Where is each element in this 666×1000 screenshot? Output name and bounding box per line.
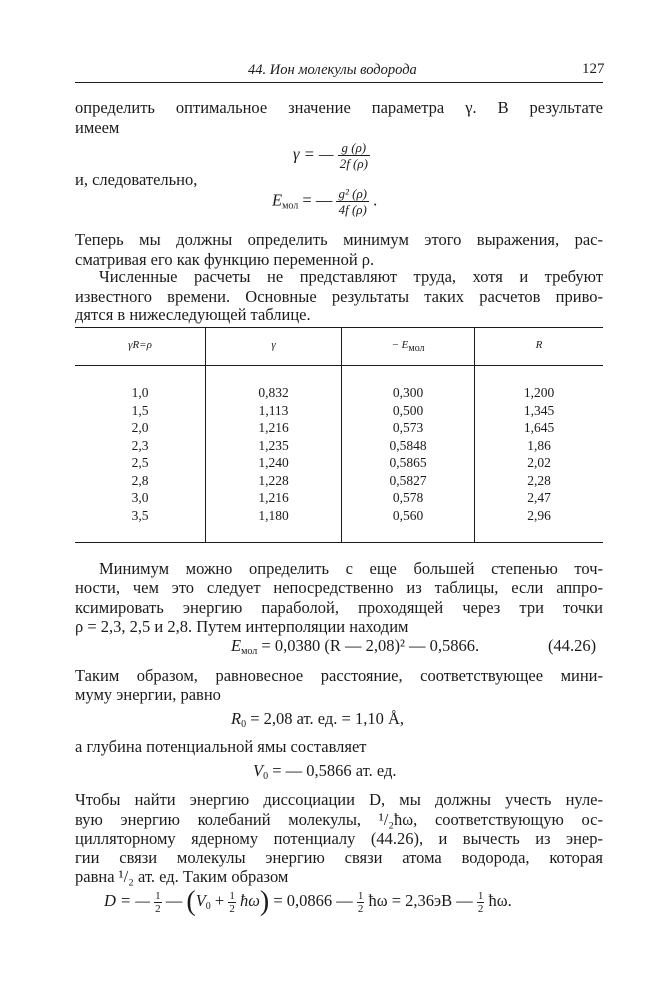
emol-numerator: g² (ρ) bbox=[338, 186, 368, 201]
table-cell: 0,500 bbox=[392, 402, 424, 418]
page-number: 127 bbox=[582, 61, 605, 77]
table-cell: 2,3 bbox=[131, 437, 149, 453]
eq4426-lhs: E bbox=[231, 636, 242, 655]
header-rule bbox=[75, 82, 603, 83]
table-col-r bbox=[475, 384, 603, 524]
gamma-numerator: g (ρ) bbox=[338, 140, 370, 156]
table-col-ratio bbox=[75, 384, 205, 524]
table-cell: 1,228 bbox=[258, 472, 289, 488]
d-lhs: D = — bbox=[104, 890, 150, 910]
table-cell: 2,0 bbox=[131, 420, 149, 435]
emol-eq: = — bbox=[302, 190, 333, 210]
table-cell: 0,5827 bbox=[389, 472, 427, 488]
d-plus: + bbox=[214, 890, 225, 910]
gamma-denominator: 2f (ρ) bbox=[339, 156, 368, 171]
table-cell: 1,216 bbox=[258, 490, 289, 505]
table-cell: 2,28 bbox=[527, 472, 551, 488]
r0-lhs: R bbox=[231, 709, 242, 728]
d-frac4 bbox=[477, 890, 485, 915]
table-cell: 1,645 bbox=[523, 420, 555, 435]
table-cell: 1,200 bbox=[523, 385, 555, 400]
para8-line1: Чтобы найти энергию диссоциации D, мы должны учесть нуле- bbox=[75, 790, 603, 809]
table-header-energy-label: − E bbox=[391, 339, 409, 351]
para8-line3: цилляторному ядерному потенциалу (44.26), и вычесть из энер- bbox=[75, 829, 603, 848]
table-cell: 1,180 bbox=[258, 507, 289, 523]
table-cell: 0,573 bbox=[392, 420, 424, 435]
r0-rhs: = 2,08 ат. ед. = 1,10 Å, bbox=[250, 709, 404, 728]
para5-line4: ρ = 2,3, 2,5 и 2,8. Путем интерполяции находим bbox=[75, 617, 409, 636]
d-value2: ħω = 2,36эВ — bbox=[368, 890, 473, 910]
v0-rhs: = — 0,5866 ат. ед. bbox=[272, 761, 397, 780]
table-col-gamma bbox=[206, 384, 341, 524]
d-hbar-omega: ħω bbox=[239, 890, 260, 910]
para8-line5: равна ¹/₂ ат. ед. Таким образом bbox=[75, 867, 289, 886]
d-paren-open: ( bbox=[186, 886, 196, 917]
table-header-energy-sub: мол bbox=[408, 343, 425, 354]
table-cell: 2,96 bbox=[527, 507, 551, 523]
para3-line1: Теперь мы должны определить минимум этого выражения, рас- bbox=[75, 230, 603, 249]
running-header-title: 44. Ион молекулы водорода bbox=[248, 62, 417, 78]
table-cell: 3,5 bbox=[131, 507, 149, 523]
d-paren-close: ) bbox=[259, 886, 270, 917]
d-tail: ħω. bbox=[488, 890, 512, 910]
d-frac1-num: 1 bbox=[155, 889, 161, 902]
table-header-energy bbox=[342, 339, 474, 354]
table-cell: 0,578 bbox=[392, 490, 424, 505]
table-cell: 1,113 bbox=[258, 402, 289, 418]
table-cell: 2,02 bbox=[527, 455, 551, 470]
table-cell: 0,5865 bbox=[389, 455, 427, 470]
para8-line4: гии связи молекулы энергию связи атома водорода, которая bbox=[75, 848, 603, 867]
eq4426-sub: мол bbox=[241, 646, 258, 657]
table-cell: 0,832 bbox=[258, 385, 289, 400]
table-cell: 3,0 bbox=[131, 490, 149, 505]
emol-period: . bbox=[373, 190, 378, 210]
emol-lhs: E bbox=[272, 190, 283, 210]
para1-line1: определить оптимальное значение параметра γ. В результате bbox=[75, 98, 603, 117]
d-frac1-den: 2 bbox=[155, 902, 161, 915]
d-frac4-den: 2 bbox=[477, 902, 484, 915]
table-cell: 2,5 bbox=[131, 455, 149, 470]
table-cell: 1,240 bbox=[258, 455, 289, 470]
table-cell: 0,5848 bbox=[389, 437, 427, 453]
table-bottom-rule bbox=[75, 542, 603, 543]
v0-lhs: V bbox=[253, 761, 264, 780]
d-frac3-den: 2 bbox=[357, 902, 364, 915]
d-frac2-den: 2 bbox=[229, 902, 235, 915]
equation-v0 bbox=[253, 761, 397, 782]
para5-line1: Минимум можно определить с еще большей степенью точ- bbox=[99, 559, 603, 578]
para5-line3: ксимировать энергию параболой, проходящей через три точки bbox=[75, 598, 603, 617]
table-cell: 1,216 bbox=[258, 420, 289, 435]
table-header-ratio: γR=ρ bbox=[128, 339, 152, 351]
table-header-rule bbox=[75, 365, 603, 366]
d-frac3 bbox=[357, 890, 365, 915]
eq4426-rhs: = 0,0380 (R — 2,08)² — 0,5866. bbox=[261, 636, 480, 655]
table-cell: 1,0 bbox=[131, 385, 149, 400]
para1-line2: имеем bbox=[75, 118, 120, 137]
table-cell: 2,47 bbox=[527, 490, 551, 505]
table-cell: 1,86 bbox=[527, 437, 551, 453]
para5-line2: ности, чем это следует непосредственно из таблицы, если аппро- bbox=[75, 578, 603, 597]
table-cell: 0,300 bbox=[392, 385, 424, 400]
table-cell: 0,560 bbox=[392, 507, 424, 523]
para4-line2: известного времени. Основные результаты таких расчетов приво- bbox=[75, 287, 603, 306]
d-frac3-num: 1 bbox=[357, 889, 364, 902]
v0-sub: 0 bbox=[263, 771, 269, 782]
d-frac2 bbox=[228, 890, 236, 915]
d-v: V bbox=[195, 890, 206, 910]
para3-line2: сматривая его как функцию переменной ρ. bbox=[75, 250, 375, 269]
emol-denominator: 4f (ρ) bbox=[338, 202, 367, 217]
gamma-lhs: γ = — bbox=[293, 144, 334, 164]
table-header-r: R bbox=[535, 339, 543, 351]
equation-number: (44.26) bbox=[548, 636, 597, 655]
table-cell: 1,5 bbox=[131, 402, 149, 418]
equation-r0 bbox=[231, 709, 404, 730]
d-minus: — bbox=[165, 890, 183, 910]
emol-sub: мол bbox=[282, 200, 299, 212]
d-v-sub: 0 bbox=[205, 900, 211, 912]
table-col-energy bbox=[342, 384, 474, 524]
r0-sub: 0 bbox=[241, 719, 247, 730]
emol-fraction bbox=[336, 186, 369, 217]
table-top-rule bbox=[75, 327, 603, 328]
d-frac4-num: 1 bbox=[477, 889, 484, 902]
para4-line3: дятся в нижеследующей таблице. bbox=[75, 305, 311, 324]
equation-emol bbox=[272, 186, 377, 217]
table-cell: 1,235 bbox=[258, 437, 289, 453]
para7: а глубина потенциальной ямы составляет bbox=[75, 737, 367, 756]
d-frac2-num: 1 bbox=[229, 889, 235, 902]
d-frac1 bbox=[154, 890, 162, 915]
gamma-fraction bbox=[338, 140, 370, 171]
para4-line1: Численные расчеты не представляют труда, хотя и требуют bbox=[99, 267, 603, 286]
para2: и, следовательно, bbox=[75, 170, 198, 189]
para6-line2: муму энергии, равно bbox=[75, 685, 221, 704]
para6-line1: Таким образом, равновесное расстояние, соответствующее мини- bbox=[75, 666, 603, 685]
table-cell: 1,345 bbox=[523, 402, 555, 418]
equation-dissociation bbox=[104, 886, 512, 918]
table-header-gamma: γ bbox=[271, 339, 276, 351]
table-cell: 2,8 bbox=[131, 472, 149, 488]
para8-line2: вую энергию колебаний молекулы, ¹/₂ħω, соответствующую ос- bbox=[75, 810, 603, 829]
equation-44-26 bbox=[231, 636, 479, 657]
equation-gamma bbox=[293, 140, 370, 171]
d-value1: = 0,0866 — bbox=[273, 890, 353, 910]
